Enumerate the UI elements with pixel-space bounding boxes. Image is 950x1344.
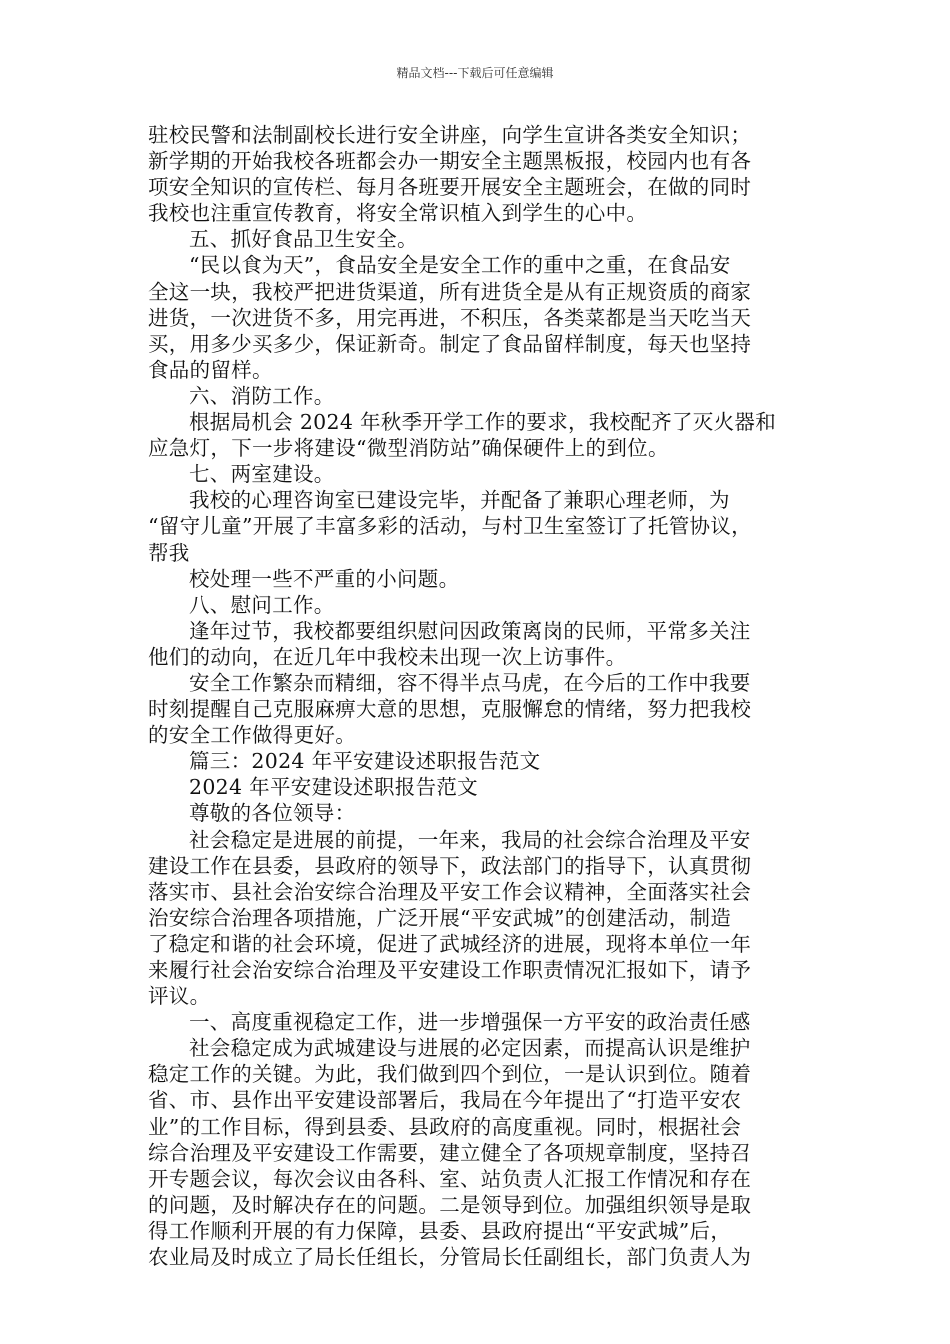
text-line: 根据局机会 2024 年秋季开学工作的要求，我校配齐了灭火器和	[189, 410, 777, 435]
page-header: 精品文档---下载后可任意编辑	[396, 66, 554, 80]
text-line: 八、慰问工作。	[189, 592, 335, 617]
text-line: 应急灯，下一步将建设“微型消防站”确保硬件上的到位。	[148, 436, 669, 461]
text-line: 我校的心理咨询室已建设完毕，并配备了兼职心理老师，为	[189, 488, 730, 513]
text-line: 全这一块，我校严把进货渠道，所有进货全是从有正规资质的商家	[148, 279, 752, 304]
text-line: 稳定工作的关键。为此，我们做到四个到位，一是认识到位。随着	[148, 1062, 752, 1087]
text-line: 五、抓好食品卫生安全。	[189, 227, 418, 252]
text-line: 逢年过节，我校都要组织慰问因政策离岗的民师，平常多关注	[189, 618, 751, 643]
text-line: 他们的动向，在近几年中我校未出现一次上访事件。	[148, 644, 627, 669]
text-line: 进货，一次进货不多，用完再进，不积压，各类菜都是当天吃当天	[148, 305, 752, 330]
text-line: 我校也注重宣传教育，将安全常识植入到学生的心中。	[148, 201, 648, 226]
text-line: 农业局及时成立了局长任组长，分管局长任副组长，部门负责人为	[148, 1245, 752, 1270]
text-line: 治安综合治理各项措施，广泛开展“平安武城”的创建活动，制造	[148, 905, 732, 930]
text-line: 买，用多少买多少，保证新奇。制定了食品留样制度，每天也坚持	[148, 331, 752, 356]
text-line: 七、两室建设。	[189, 462, 335, 487]
text-line: “民以食为天”，食品安全是安全工作的重中之重，在食品安	[189, 253, 731, 278]
text-line: 驻校民警和法制副校长进行安全讲座，向学生宣讲各类安全知识；	[148, 123, 752, 147]
text-line: 尊敬的各位领导：	[189, 801, 356, 826]
text-line: 的问题，及时解决存在的问题。二是领导到位。加强组织领导是取	[148, 1192, 752, 1217]
text-line: 项安全知识的宣传栏、每月各班要开展安全主题班会，在做的同时	[148, 175, 752, 200]
text-line: 食品的留样。	[148, 357, 273, 382]
text-line: 的安全工作做得更好。	[148, 723, 356, 748]
text-line: 业”的工作目标，得到县委、县政府的高度重视。同时，根据社会	[148, 1114, 742, 1139]
text-line: 校处理一些不严重的小问题。	[189, 566, 460, 591]
text-line: 得工作顺利开展的有力保障，县委、县政府提出“平安武城”后，	[148, 1218, 732, 1243]
text-line: 安全工作繁杂而精细，容不得半点马虎，在今后的工作中我要	[189, 670, 751, 695]
text-line: 开专题会议，每次会议由各科、室、站负责人汇报工作情况和存在	[148, 1166, 752, 1191]
text-line: 时刻提醒自己克服麻痹大意的思想，克服懈怠的情绪，努力把我校	[148, 697, 752, 722]
text-line: 综合治理及平安建设工作需要，建立健全了各项规章制度，坚持召	[148, 1140, 752, 1165]
text-line: “留守儿童”开展了丰富多彩的活动，与村卫生室签订了托管协议，	[148, 514, 752, 539]
text-line: 省、市、县作出平安建设部署后，我局在今年提出了“打造平安农	[148, 1088, 742, 1113]
text-line: 新学期的开始我校各班都会办一期安全主题黑板报，校园内也有各	[148, 149, 752, 174]
text-line: 了稳定和谐的社会环境，促进了武城经济的进展，现将本单位一年	[148, 931, 752, 956]
text-line: 评议。	[148, 984, 211, 1009]
text-line: 落实市、县社会治安综合治理及平安工作会议精神，全面落实社会	[148, 879, 752, 904]
text-line: 篇三：2024 年平安建设述职报告范文	[189, 749, 541, 774]
text-line: 建设工作在县委，县政府的领导下，政法部门的指导下，认真贯彻	[148, 853, 752, 878]
text-line: 帮我	[148, 540, 190, 565]
text-line: 2024 年平安建设述职报告范文	[189, 775, 478, 800]
document-body	[148, 122, 808, 1270]
text-line: 来履行社会治安综合治理及平安建设工作职责情况汇报如下，请予	[148, 958, 752, 982]
text-line: 一、高度重视稳定工作，进一步增强保一方平安的政治责任感	[189, 1010, 751, 1035]
text-line: 社会稳定是进展的前提，一年来，我局的社会综合治理及平安	[189, 827, 751, 852]
text-line: 社会稳定成为武城建设与进展的必定因素，而提高认识是维护	[189, 1036, 751, 1061]
text-line: 六、消防工作。	[189, 383, 335, 408]
